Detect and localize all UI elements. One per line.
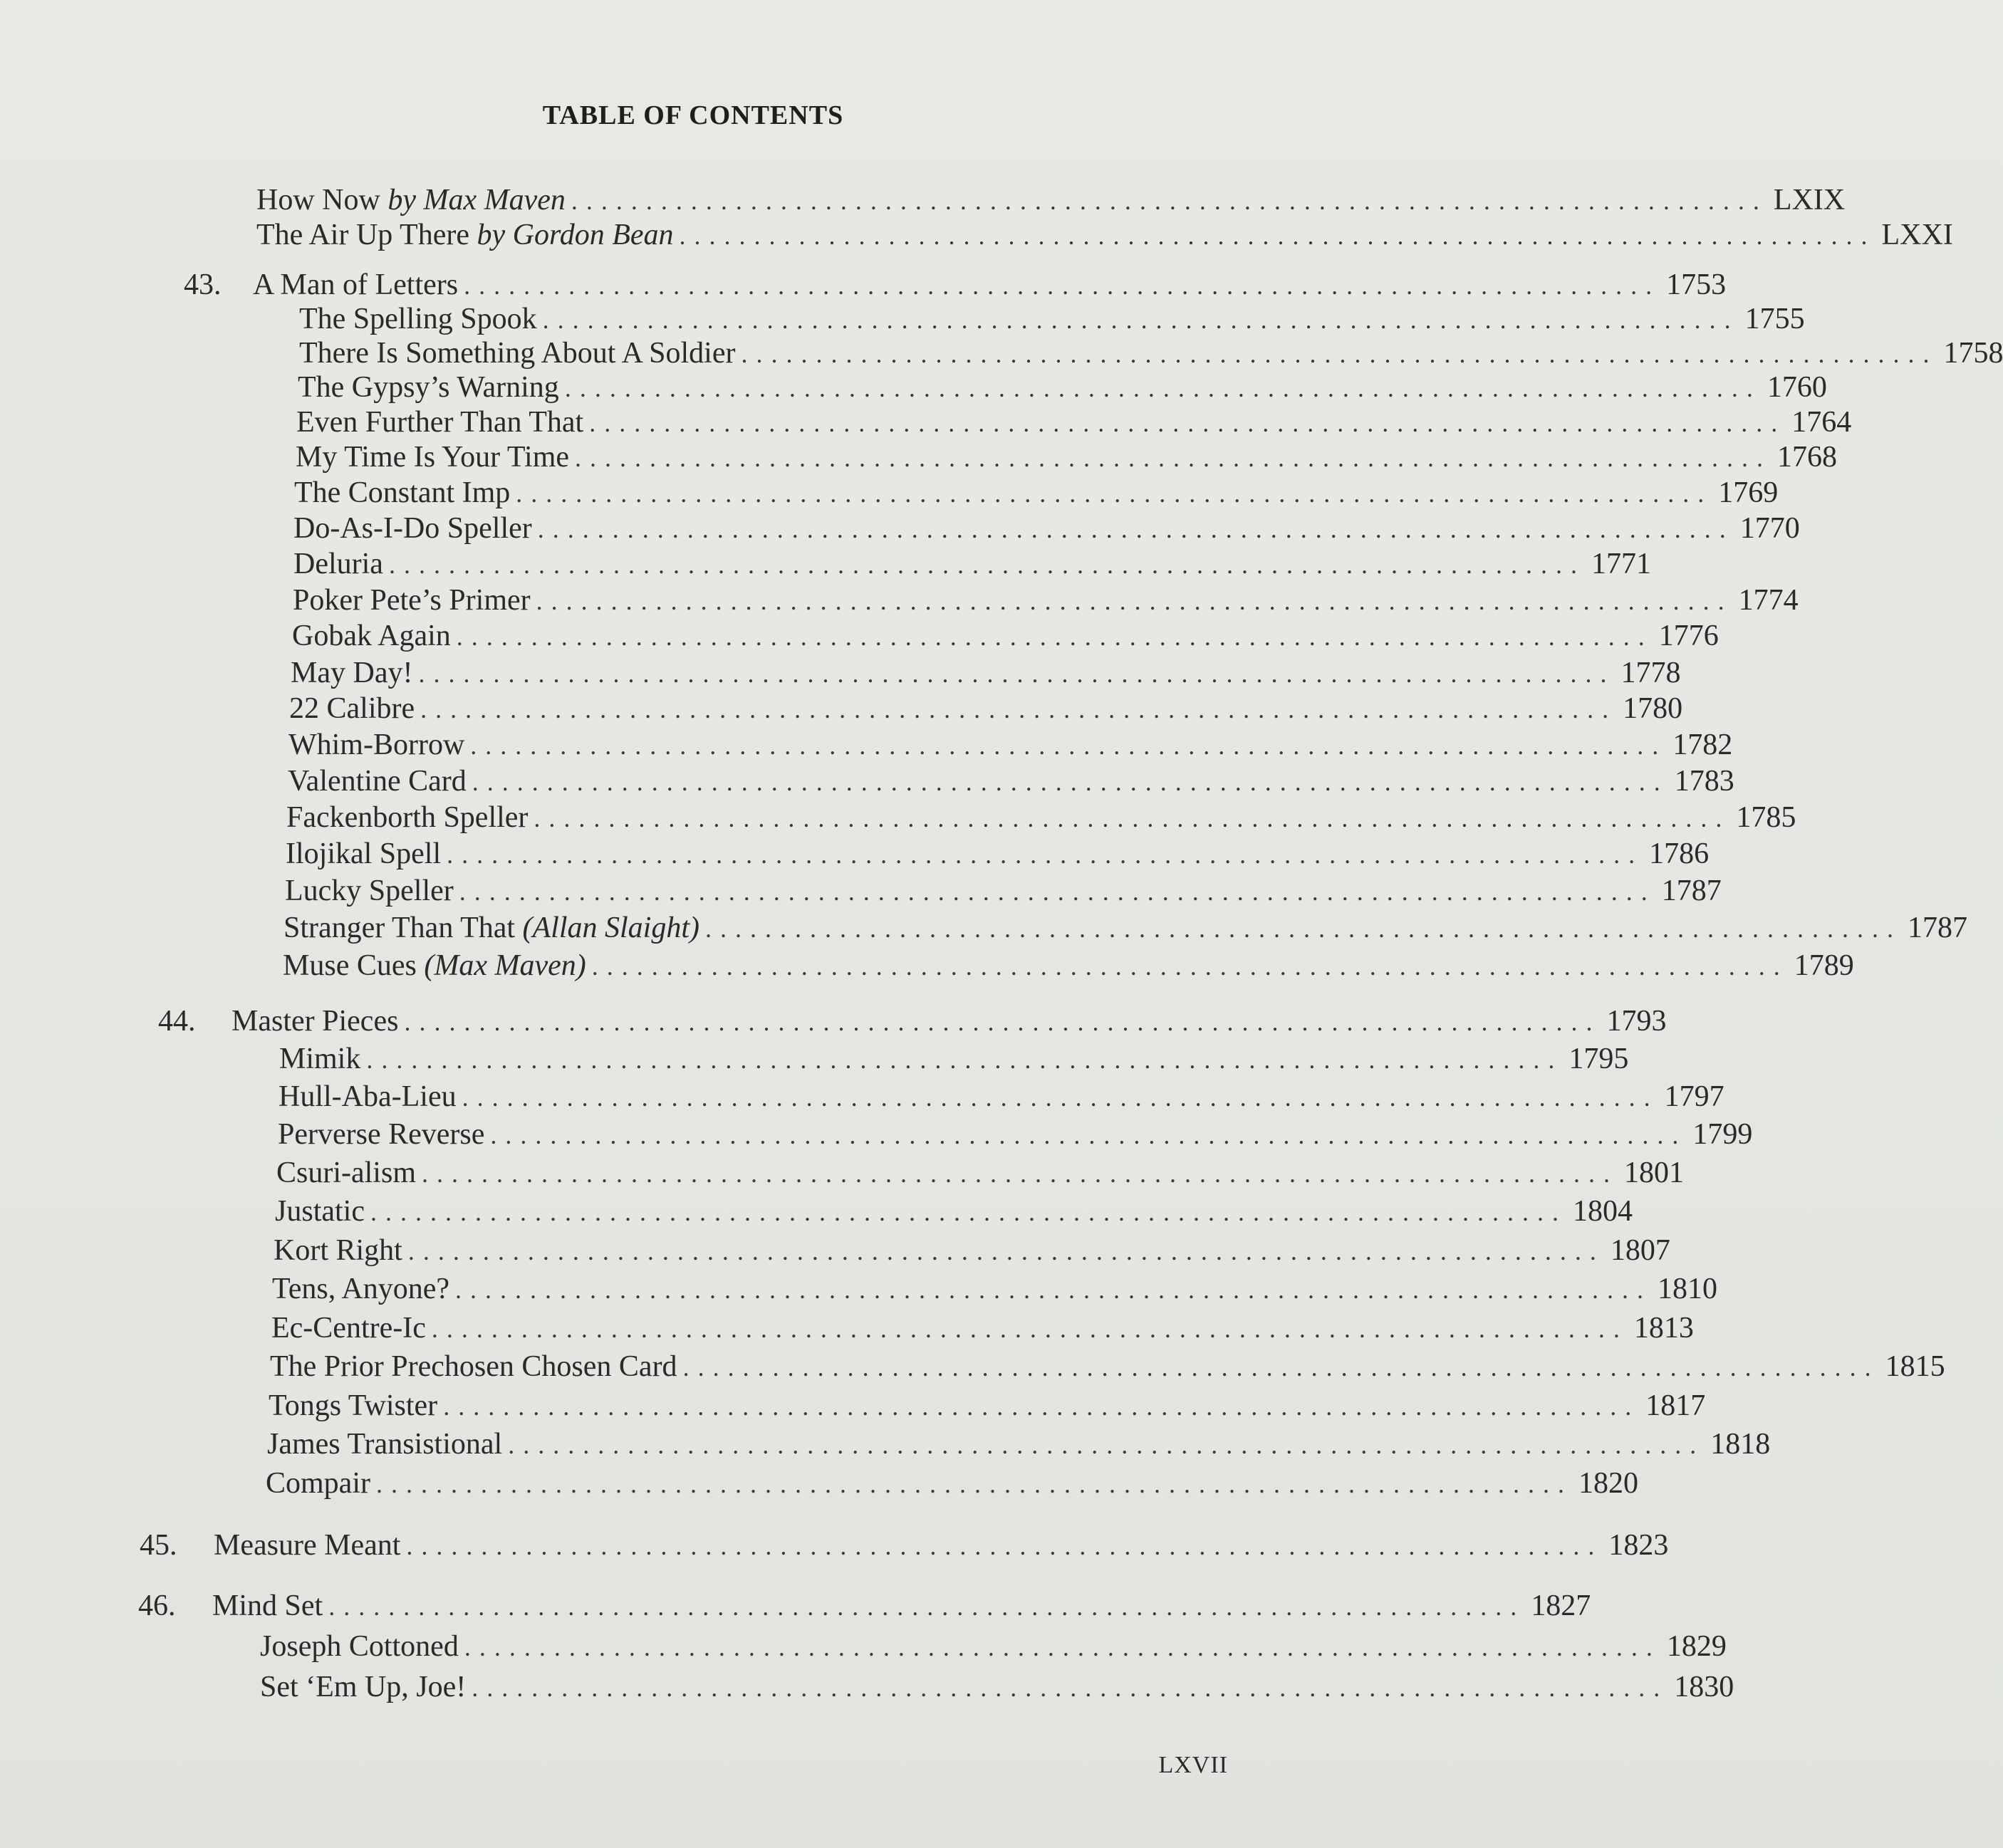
entry-title-text: Muse Cues (283, 949, 425, 982)
entry-title (286, 835, 441, 872)
toc-entry (184, 266, 1727, 303)
dot-leader: ................................................................................ (516, 479, 1713, 508)
entry-title-text: Stranger Than That (283, 912, 523, 944)
entry-page-number: 1818 (1710, 1428, 1771, 1461)
entry-title-text: How Now (256, 184, 388, 216)
toc-entry (292, 617, 1719, 654)
entry-page-number: 1807 (1610, 1234, 1670, 1267)
entry-title-text: Set ‘Em Up, Joe! (260, 1671, 467, 1703)
entry-title (283, 909, 699, 946)
dot-leader: ................................................................................ (679, 221, 1876, 250)
dot-leader: ................................................................................ (328, 1592, 1526, 1621)
dot-leader: ................................................................................ (464, 271, 1661, 300)
entry-page-number: 1829 (1666, 1630, 1727, 1663)
dot-leader: ................................................................................ (462, 1083, 1659, 1112)
toc-entry (293, 582, 1799, 619)
entry-page-number: 1813 (1633, 1312, 1694, 1345)
entry-title-text: Ec-Centre-Ic (271, 1312, 426, 1345)
entry-title (271, 1310, 426, 1347)
entry-title (291, 654, 412, 691)
toc-entry (279, 1078, 1724, 1115)
dot-leader: ................................................................................ (366, 1045, 1564, 1074)
entry-title-text: Kort Right (274, 1234, 402, 1267)
entry-title (270, 1348, 677, 1385)
entry-title-text: James Transistional (267, 1428, 503, 1461)
dot-leader: ................................................................................ (741, 340, 1938, 368)
entry-title-text: The Spelling Spook (299, 303, 537, 335)
entry-page-number: 1797 (1664, 1080, 1724, 1113)
entry-title (283, 947, 586, 984)
entry-page-number: LXXI (1881, 219, 1953, 251)
entry-author: (Max Maven) (424, 949, 586, 982)
dot-leader: ................................................................................ (455, 1275, 1653, 1304)
dot-leader: ................................................................................ (571, 187, 1768, 215)
entry-title-text: Compair (266, 1467, 370, 1500)
entry-page-number: 1782 (1672, 729, 1733, 761)
entry-title-text: Gobak Again (292, 620, 451, 652)
dot-leader: ................................................................................ (575, 444, 1772, 472)
toc-entry (283, 947, 1854, 984)
toc-entry (266, 1465, 1638, 1502)
entry-title-text: Poker Pete’s Primer (293, 584, 531, 617)
entry-title (299, 335, 735, 372)
toc-entry (283, 909, 1968, 946)
page-title: TABLE OF CONTENTS (542, 100, 844, 130)
toc-entry (274, 1232, 1670, 1269)
entry-title-text: There Is Something About A Soldier (299, 337, 736, 370)
dot-leader: ................................................................................ (456, 622, 1653, 651)
toc-entry (278, 1116, 1753, 1153)
dot-leader: ................................................................................ (508, 1431, 1705, 1459)
entry-title-text: Fackenborth Speller (286, 801, 529, 834)
entry-page-number: LXIX (1773, 184, 1846, 216)
entry-title (231, 1003, 398, 1040)
entry-title (260, 1628, 459, 1665)
chapter-number: 45. (140, 1529, 177, 1562)
toc-entry (294, 474, 1779, 511)
entry-page-number: 1801 (1624, 1157, 1684, 1189)
toc-entry (267, 1426, 1771, 1463)
entry-title-text: Tongs Twister (269, 1389, 438, 1422)
entry-title-text: Joseph Cottoned (260, 1630, 459, 1663)
entry-title (298, 369, 559, 406)
toc-entry (293, 510, 1800, 547)
toc-entry (298, 369, 1827, 406)
entry-title (286, 799, 528, 836)
entry-title (266, 1465, 370, 1502)
entry-page-number: 1815 (1885, 1350, 1945, 1383)
entry-title-text: The Prior Prechosen Chosen Card (270, 1350, 677, 1383)
dot-leader: ................................................................................ (404, 1008, 1601, 1036)
dot-leader: ................................................................................ (407, 1237, 1605, 1265)
dot-leader: ................................................................................ (589, 409, 1786, 437)
entry-title-text: Tens, Anyone? (272, 1273, 450, 1305)
entry-title (293, 545, 383, 583)
dot-leader: ................................................................................ (472, 1674, 1669, 1702)
toc-entry (291, 654, 1681, 691)
entry-title (294, 474, 510, 511)
entry-title (256, 216, 674, 254)
toc-entry (299, 335, 2003, 372)
entry-title-text: The Gypsy’s Warning (298, 371, 559, 404)
entry-title (272, 1270, 449, 1307)
entry-title-text: Hull-Aba-Lieu (279, 1080, 457, 1113)
entry-page-number: 1793 (1606, 1005, 1667, 1038)
toc-entry (289, 690, 1683, 727)
entry-title-text: Even Further Than That (296, 406, 584, 439)
entry-author: by Max Maven (387, 184, 566, 216)
entry-title (275, 1193, 365, 1230)
toc-entry (256, 182, 1846, 219)
entry-title-text: May Day! (291, 657, 413, 689)
dot-leader: ................................................................................ (464, 1633, 1661, 1661)
toc-entry (140, 1527, 1669, 1564)
entry-title-text: The Constant Imp (294, 476, 511, 509)
entry-title (260, 1669, 466, 1706)
entry-title-text: A Man of Letters (253, 268, 459, 301)
toc-entry (260, 1669, 1734, 1706)
entry-page-number: 1827 (1531, 1589, 1591, 1622)
entry-author: by Gordon Bean (477, 219, 674, 251)
entry-title (214, 1527, 400, 1564)
entry-page-number: 1764 (1791, 406, 1852, 439)
entry-page-number: 1787 (1908, 912, 1968, 944)
dot-leader: ................................................................................ (420, 695, 1618, 724)
toc-entry (275, 1193, 1633, 1230)
entry-title-text: Justatic (275, 1195, 365, 1228)
toc-entry (279, 1040, 1629, 1077)
entry-title (289, 690, 415, 727)
dot-leader: ................................................................................ (431, 1315, 1628, 1343)
toc-entry (288, 763, 1734, 800)
entry-title (288, 726, 464, 763)
entry-page-number: 1783 (1674, 765, 1734, 798)
toc-entry (288, 726, 1733, 763)
entry-title (292, 617, 451, 654)
toc-entry (256, 216, 1953, 254)
entry-title (278, 1116, 484, 1153)
dot-leader: ................................................................................ (470, 731, 1668, 760)
dot-leader: ................................................................................ (406, 1532, 1603, 1560)
dot-leader: ................................................................................ (490, 1121, 1687, 1149)
toc-entry (286, 799, 1796, 836)
dot-leader: ................................................................................ (536, 587, 1733, 615)
toc-entry (138, 1587, 1591, 1624)
toc-entry (296, 439, 1838, 476)
toc-entry (270, 1348, 1945, 1385)
entry-page-number: 1755 (1744, 303, 1805, 335)
entry-title (253, 266, 458, 303)
entry-page-number: 1785 (1736, 801, 1796, 834)
entry-page-number: 1830 (1674, 1671, 1734, 1703)
entry-title-text: My Time Is Your Time (296, 441, 570, 474)
entry-title (285, 872, 454, 909)
entry-page-number: 1776 (1658, 620, 1719, 652)
entry-title (293, 582, 531, 619)
entry-title-text: Ilojikal Spell (286, 837, 442, 870)
entry-page-number: 1789 (1794, 949, 1854, 982)
entry-page-number: 1795 (1568, 1043, 1629, 1075)
dot-leader: ................................................................................ (418, 659, 1616, 688)
entry-title (279, 1040, 360, 1077)
entry-page-number: 1804 (1572, 1195, 1633, 1228)
entry-page-number: 1820 (1578, 1467, 1638, 1500)
entry-title (276, 1154, 416, 1191)
toc-entry (269, 1387, 1706, 1424)
entry-title-text: Csuri-alism (276, 1157, 416, 1189)
entry-page-number: 1769 (1718, 476, 1779, 509)
entry-page-number: 1780 (1623, 692, 1683, 725)
toc-entry (299, 301, 1805, 338)
entry-page-number: 1753 (1666, 268, 1727, 301)
entry-title-text: Do-As-I-Do Speller (293, 512, 532, 545)
toc-entry (285, 872, 1722, 909)
entry-page-number: 1768 (1777, 441, 1838, 474)
dot-leader: ................................................................................ (564, 374, 1762, 402)
dot-leader: ................................................................................ (472, 768, 1669, 796)
dot-leader: ................................................................................ (534, 804, 1731, 832)
entry-author: (Allan Slaight) (522, 912, 700, 944)
dot-leader: ................................................................................ (537, 515, 1734, 543)
toc-entry (158, 1003, 1667, 1040)
page-number: LXVII (1158, 1752, 1228, 1778)
entry-title (212, 1587, 323, 1624)
entry-page-number: 1778 (1620, 657, 1681, 689)
entry-title-text: Lucky Speller (285, 875, 454, 907)
entry-page-number: 1774 (1738, 584, 1799, 617)
dot-leader: ................................................................................ (370, 1198, 1567, 1226)
entry-title (299, 301, 537, 338)
entry-title-text: Whim-Borrow (288, 729, 465, 761)
dot-leader: ................................................................................ (591, 952, 1789, 981)
entry-page-number: 1787 (1661, 875, 1722, 907)
entry-title-text: 22 Calibre (289, 692, 415, 725)
toc-entry (276, 1154, 1684, 1191)
toc-entry (260, 1628, 1727, 1665)
entry-title (256, 182, 566, 219)
dot-leader: ................................................................................ (388, 550, 1586, 579)
entry-title-text: The Air Up There (256, 219, 477, 251)
entry-title-text: Deluria (293, 548, 383, 580)
entry-title-text: Perverse Reverse (278, 1118, 485, 1151)
toc-entry (293, 545, 1651, 583)
toc-entry (271, 1310, 1694, 1347)
chapter-number: 43. (184, 268, 222, 301)
entry-title (274, 1232, 402, 1269)
entry-page-number: 1760 (1767, 371, 1827, 404)
entry-title-text: Mimik (279, 1043, 361, 1075)
entry-title (279, 1078, 457, 1115)
entry-title-text: Measure Meant (214, 1529, 401, 1562)
dot-leader: ................................................................................ (443, 1392, 1640, 1421)
chapter-number: 44. (158, 1005, 196, 1038)
dot-leader: ................................................................................ (542, 306, 1739, 334)
entry-page-number: 1786 (1649, 837, 1710, 870)
entry-title (296, 439, 569, 476)
entry-page-number: 1771 (1591, 548, 1651, 580)
dot-leader: ................................................................................ (422, 1159, 1618, 1188)
entry-title-text: Valentine Card (288, 765, 467, 798)
toc-entry (296, 404, 1852, 441)
entry-page-number: 1758 (1943, 337, 2003, 370)
entry-title-text: Master Pieces (231, 1005, 399, 1038)
chapter-number: 46. (138, 1589, 176, 1622)
dot-leader: ................................................................................ (682, 1353, 1880, 1382)
entry-page-number: 1799 (1692, 1118, 1753, 1151)
dot-leader: ................................................................................ (447, 840, 1644, 869)
entry-page-number: 1823 (1608, 1529, 1669, 1562)
entry-page-number: 1817 (1645, 1389, 1706, 1422)
toc-entry (286, 835, 1710, 872)
dot-leader: ................................................................................ (705, 914, 1903, 943)
dot-leader: ................................................................................ (375, 1470, 1573, 1498)
dot-leader: ................................................................................ (459, 877, 1656, 906)
entry-page-number: 1770 (1739, 512, 1800, 545)
entry-title (293, 510, 532, 547)
entry-page-number: 1810 (1658, 1273, 1718, 1305)
entry-title (267, 1426, 502, 1463)
entry-title (296, 404, 583, 441)
toc-entry (272, 1270, 1718, 1307)
entry-title-text: Mind Set (212, 1589, 323, 1622)
entry-title (288, 763, 467, 800)
entry-title (269, 1387, 437, 1424)
